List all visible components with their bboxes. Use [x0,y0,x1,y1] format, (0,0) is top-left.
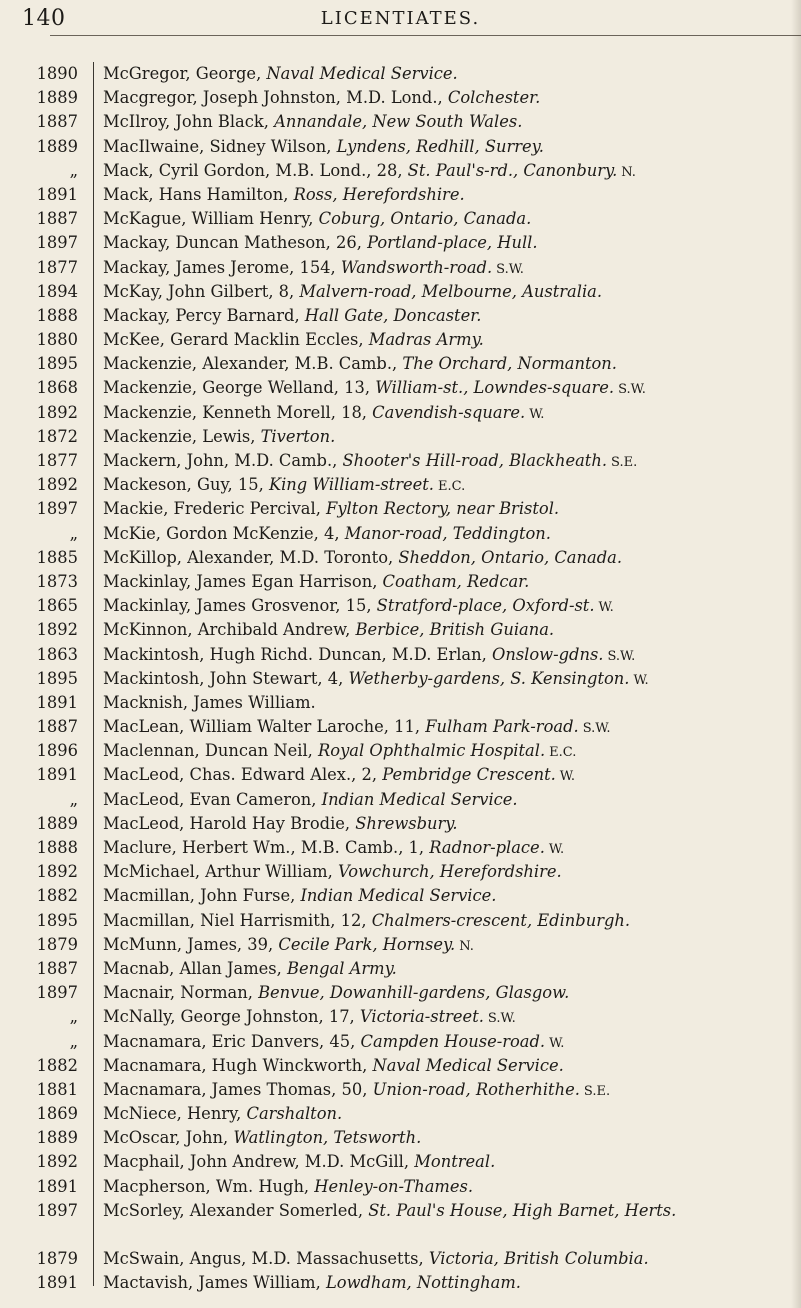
entry-text [103,401,793,427]
entry-name: Maclure, Herbert Wm., M.B. Camb., 1, [103,838,430,857]
list-item [0,256,801,280]
entry-name: Macnair, Norman, [103,983,259,1003]
entry-text [103,860,793,886]
entry-address: Portland-place, Hull. [367,233,538,253]
entry-text [103,497,793,523]
list-item [0,473,801,497]
entry-address: The Orchard, Normanton. [402,354,617,374]
entry-name: McMichael, Arthur William, [103,862,338,882]
entry-text [103,135,793,161]
entry-text [103,909,793,935]
list-item [0,691,801,715]
entry-year: 1889 [36,1128,78,1148]
entry-address: Onslow-gdns. [491,644,604,664]
list-item [0,1005,801,1029]
entry-name: McSwain, Angus, M.D. Massachusetts, [103,1249,429,1269]
entry-address: Sheddon, Ontario, Canada. [398,547,623,567]
entry-year: 1882 [36,886,78,906]
entry-year: „ [69,523,78,543]
entry-text [103,110,793,136]
entry-text [103,1054,793,1080]
entry-name: Mackintosh, John Stewart, 4, [103,668,349,688]
entry-text [103,788,793,814]
running-head: LICENTIATES. [320,8,481,29]
entry-address: Indian Medical Service. [321,789,518,809]
list-item [0,280,801,304]
entry-text [103,280,793,306]
entry-text [103,981,793,1007]
entry-name: Mackay, Duncan Matheson, 26, [103,233,368,253]
entry-name: Mack, Cyril Gordon, M.B. Lond., 28, [103,160,408,180]
entry-address: Campden House-road. [360,1031,546,1051]
entry-name: Macpherson, Wm. Hugh, [103,1176,315,1196]
entry-year: 1887 [36,717,78,737]
entry-address: Annandale, New South Wales. [274,112,523,132]
entry-name: McKinnon, Archibald Andrew, [103,620,356,640]
entry-name: McKie, Gordon McKenzie, 4, [103,523,345,543]
entry-text [103,933,793,959]
entry-name: McMunn, James, 39, [103,934,279,954]
entry-address: Naval Medical Service. [372,1055,564,1075]
list-item [0,376,801,400]
list-item [0,1102,801,1126]
entry-year: 1897 [36,233,78,253]
entry-address: Cavendish-square. [372,402,526,422]
entry-year: 1895 [36,668,78,688]
entry-postal-district: S.W. [607,648,636,664]
list-item [0,86,801,110]
entry-name: Maclennan, Duncan Neil, [103,741,319,761]
entry-name: Macmillan, Niel Harrismith, 12, [103,910,372,930]
entry-text [103,473,793,499]
entry-year: 1869 [36,1104,78,1124]
list-item [0,159,801,183]
entry-year: 1892 [36,620,78,640]
entry-address: Shrewsbury. [355,813,458,833]
entry-year: „ [69,1007,78,1027]
entry-name: MacLeod, Harold Hay Brodie, [103,813,356,833]
entry-text [103,570,793,596]
entry-year: „ [69,160,78,180]
list-item [0,909,801,933]
list-item [0,497,801,521]
entry-text [103,1078,793,1104]
entry-address: Coburg, Ontario, Canada. [318,209,532,229]
entry-postal-district: W. [549,1035,565,1051]
entry-address: Lyndens, Redhill, Surrey. [336,136,544,156]
entry-text [103,304,793,330]
entry-year: 1897 [36,499,78,519]
entry-text [103,256,793,282]
entry-address: St. Paul's-rd., Canonbury. [407,160,618,180]
entry-address: Henley-on-Thames. [314,1176,474,1196]
entry-text [103,1005,793,1031]
entry-text [103,957,793,983]
entry-year: 1865 [36,596,78,616]
entry-postal-district: E.C. [437,479,466,495]
entry-postal-district: W. [548,842,565,857]
entry-year: 1889 [36,136,78,156]
entry-year: 1882 [36,1055,78,1075]
entry-postal-district: E.C. [549,745,577,761]
entry-year: 1892 [36,475,78,495]
entry-year: 1888 [36,838,78,857]
entry-postal-district: S.W. [496,261,524,277]
entry-name: Mackinlay, James Grosvenor, 15, [103,596,377,616]
entry-text [103,643,793,669]
list-item [0,739,801,763]
entry-name: Mackenzie, Alexander, M.B. Camb., [103,354,403,374]
list-item [0,352,801,376]
entry-name: McKillop, Alexander, M.D. Toronto, [103,547,399,567]
entry-name: McIlroy, John Black, [103,112,275,132]
entry-name: Macphail, John Andrew, M.D. McGill, [103,1152,415,1172]
entry-text [103,207,793,233]
entry-text [103,836,793,862]
list-item [0,1247,801,1271]
list-item [0,1175,801,1199]
entry-name: Mackay, Percy Barnard, [103,305,305,325]
entry-year: 1868 [36,378,78,398]
entry-text [103,376,793,402]
entry-text [103,449,793,475]
entry-text [103,618,793,644]
list-item [0,1126,801,1150]
list-item [0,884,801,908]
list-item [0,812,801,836]
entry-name: Mackay, James Jerome, 154, [103,257,341,277]
list-item [0,957,801,981]
list-item [0,667,801,691]
entry-year: 1890 [36,64,78,83]
entry-text [103,328,793,354]
entry-text [103,691,793,717]
list-item [0,643,801,667]
entry-address: Wandsworth-road. [340,257,493,277]
entry-name: Mackeson, Guy, 15, [103,475,269,495]
entry-postal-district: W. [633,672,649,688]
entry-text [103,594,793,620]
list-item [0,328,801,352]
entry-year: 1888 [36,305,78,325]
entry-year: 1895 [36,910,78,930]
entry-address: Berbice, British Guiana. [355,620,555,640]
entry-year: 1885 [36,547,78,567]
entry-year: „ [69,1031,78,1051]
list-item [0,933,801,957]
entry-name: McSorley, Alexander Somerled, [103,1200,369,1220]
licentiates-list [0,62,801,1296]
list-item [0,135,801,159]
entry-year: 1887 [36,958,78,978]
entry-name: Macgregor, Joseph Johnston, M.D. Lond., [103,88,448,108]
entry-name: Mackie, Frederic Percival, [103,499,327,519]
entry-year: 1879 [36,1249,78,1269]
entry-address: Chalmers-crescent, Edinburgh. [371,910,631,930]
entry-name: McKee, Gerard Macklin Eccles, [103,330,369,350]
list-item [0,1054,801,1078]
entry-name: Macnamara, Eric Danvers, 45, [103,1031,361,1051]
entry-address: Indian Medical Service. [300,886,497,906]
entry-year: 1887 [36,209,78,229]
entry-year: 1891 [36,1273,78,1293]
list-item [0,594,801,618]
entry-text [103,763,793,789]
entry-address: Wetherby-gardens, S. Kensington. [348,668,630,688]
page-number: 140 [22,6,66,31]
entry-name: Mack, Hans Hamilton, [103,184,294,204]
entry-name: McGregor, George, [103,64,267,83]
entry-year: 1889 [36,813,78,833]
list-item [0,788,801,812]
entry-year: 1873 [36,571,78,591]
entry-year: 1891 [36,765,78,785]
entry-address: Carshalton. [246,1104,343,1124]
entry-name: Macnamara, Hugh Winckworth, [103,1055,373,1075]
entry-text [103,352,793,378]
list-item [0,1150,801,1174]
entry-address: Victoria, British Columbia. [428,1249,649,1269]
entry-name: Mackenzie, Kenneth Morell, 18, [103,402,373,422]
header-rule [50,35,801,36]
entry-name: MacLean, William Walter Laroche, 11, [103,717,426,737]
entry-text [103,667,793,693]
entry-name: Macmillan, John Furse, [103,886,301,906]
entry-address: Manor-road, Teddington. [344,523,551,543]
entry-text [103,812,793,838]
entry-text [103,86,793,112]
entry-address: Pembridge Crescent. [382,765,556,785]
entry-name: Mackinlay, James Egan Harrison, [103,571,383,591]
entry-text [103,183,793,209]
entry-year: 1881 [36,1079,78,1099]
entry-address: King William-street. [268,475,434,495]
list-item [0,1078,801,1102]
entry-name: Mackenzie, Lewis, [103,426,261,446]
entry-postal-district: S.W. [582,721,611,737]
entry-year: 1892 [36,862,78,882]
entry-name: MacLeod, Chas. Edward Alex., 2, [103,765,383,785]
entry-name: McOscar, John, [103,1128,234,1148]
entry-name: Macnamara, James Thomas, 50, [103,1079,373,1099]
entry-text [103,1150,793,1176]
entry-postal-district: S.E. [583,1083,611,1099]
entry-text [103,159,793,185]
entry-text [103,715,793,741]
entry-address: Colchester. [447,88,541,108]
list-item [0,304,801,328]
entry-address: Vowchurch, Herefordshire. [337,862,562,882]
entry-name: McKay, John Gilbert, 8, [103,281,300,301]
list-item [0,110,801,134]
entry-address: Union-road, Rotherhithe. [372,1079,580,1099]
entry-year: 1897 [36,983,78,1003]
entry-name: McNally, George Johnston, 17, [103,1007,360,1027]
entry-year: 1889 [36,88,78,108]
entry-year: 1892 [36,402,78,422]
entry-address: Madras Army. [368,330,484,350]
entry-postal-district: N. [621,164,636,180]
list-item [0,62,801,86]
entry-postal-district: S.W. [487,1011,516,1027]
entry-year: 1897 [36,1200,78,1220]
entry-name: McKague, William Henry, [103,209,319,229]
entry-text [103,1126,793,1152]
entry-text [103,1102,793,1128]
entry-name: McNiece, Henry, [103,1104,247,1124]
entry-address: Tiverton. [260,426,336,446]
entry-address: Hall Gate, Doncaster. [304,305,482,325]
entry-postal-district: W. [529,406,545,422]
list-item [0,860,801,884]
entry-year: 1887 [36,112,78,132]
entry-address: Lowdham, Nottingham. [325,1273,521,1293]
entry-address: Montreal. [414,1152,496,1172]
entry-name: Macnab, Allan James, [103,958,288,978]
entry-address: Fylton Rectory, near Bristol. [326,499,560,519]
entry-text [103,1030,793,1056]
list-item [0,570,801,594]
entry-name: Mackern, John, M.D. Camb., [103,451,343,470]
list-item [0,546,801,570]
entry-year: 1880 [36,330,78,350]
entry-year: 1891 [36,692,78,712]
entry-name: MacLeod, Evan Cameron, [103,789,322,809]
entry-address: Watlington, Tetsworth. [233,1128,422,1148]
entry-text [103,884,793,910]
entry-address: Naval Medical Service. [266,64,458,83]
entry-year: 1879 [36,934,78,954]
entry-postal-district: W. [559,769,576,785]
entry-year: 1877 [36,257,78,277]
list-item [0,763,801,787]
list-item [0,449,801,473]
entry-postal-district: N. [459,938,474,954]
list-item [0,401,801,425]
entry-address: Stratford-place, Oxford-st. [376,596,595,616]
entry-address: Fulham Park-road. [425,717,579,737]
entry-name: Mackintosh, Hugh Richd. Duncan, M.D. Erlan, [103,644,492,664]
entry-address: Cecile Park, Hornsey. [278,934,456,954]
entry-address: Shooter's Hill-road, Blackheath. [342,451,607,470]
entry-address: Ross, Herefordshire. [293,184,465,204]
entry-address: Bengal Army. [287,958,397,978]
entry-text [103,62,793,88]
entry-postal-district: S.W. [618,382,646,398]
entry-address: Malvern-road, Melbourne, Australia. [299,281,603,301]
entry-address: Royal Ophthalmic Hospital. [318,741,546,761]
entry-year: 1895 [36,354,78,374]
list-item [0,183,801,207]
entry-postal-district: S.E. [611,455,638,470]
list-item [0,1271,801,1295]
entry-name: Macknish, James William. [103,692,316,712]
entry-year: 1894 [36,281,78,301]
entry-year: 1891 [36,184,78,204]
list-item [0,836,801,860]
entry-address: Radnor-place. [429,838,545,857]
entry-year: 1892 [36,1152,78,1172]
entry-year: 1891 [36,1176,78,1196]
entry-text [103,546,793,572]
list-item [0,1199,801,1247]
entry-address: Benvue, Dowanhill-gardens, Glasgow. [258,983,570,1003]
entry-text [103,1175,793,1201]
entry-year: 1877 [36,451,78,470]
entry-postal-district: W. [598,600,614,616]
entry-text [103,522,793,548]
entry-text [103,1247,793,1273]
list-item [0,715,801,739]
entry-text [103,231,793,257]
entry-text [103,425,793,451]
entry-text [103,739,793,765]
list-item [0,522,801,546]
entry-text [103,1271,793,1297]
entry-year: 1872 [36,426,78,446]
entry-year: 1863 [36,644,78,664]
entry-name: MacIlwaine, Sidney Wilson, [103,136,337,156]
list-item [0,1030,801,1054]
entry-text [103,1199,793,1225]
list-item [0,231,801,255]
entry-name: Mackenzie, George Welland, 13, [103,378,376,398]
entry-address: Victoria-street. [359,1007,484,1027]
entry-address: Coatham, Redcar. [382,571,530,591]
entry-address: William-st., Lowndes-square. [375,378,615,398]
list-item [0,981,801,1005]
entry-year: „ [69,789,78,809]
list-item [0,425,801,449]
entry-year: 1896 [36,741,78,761]
list-item [0,618,801,642]
entry-name: Mactavish, James William, [103,1273,326,1293]
list-item [0,207,801,231]
entry-address: St. Paul's House, High Barnet, Herts. [368,1200,677,1220]
